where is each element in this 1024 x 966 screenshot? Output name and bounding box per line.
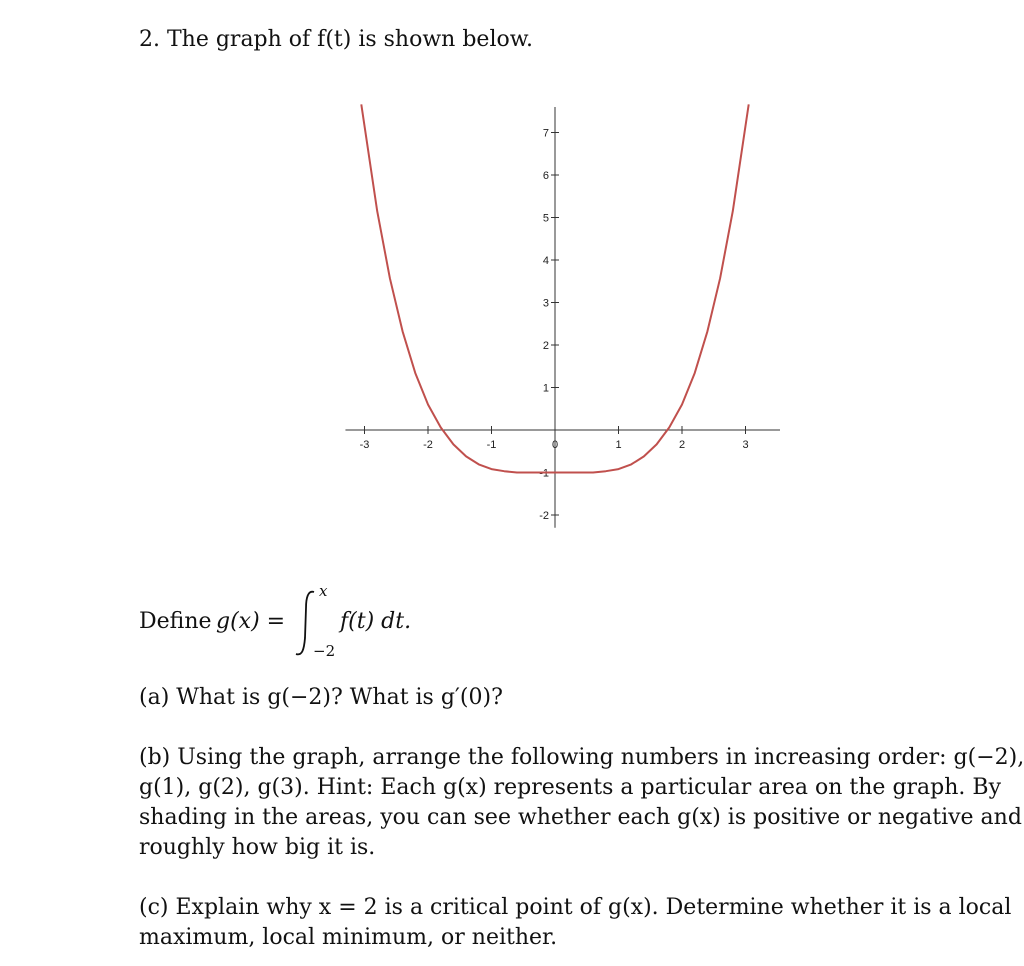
- y-tick-label: 1: [542, 382, 549, 395]
- y-tick-label: 6: [542, 170, 549, 182]
- y-tick-label: 7: [542, 127, 549, 140]
- integral-upper-limit: x: [319, 582, 328, 600]
- y-tick-label: 5: [542, 212, 549, 225]
- x-tick-label: 2: [678, 439, 686, 451]
- y-tick-label: 3: [542, 297, 549, 310]
- x-tick-label: 3: [742, 439, 749, 451]
- integrand: f(t) dt.: [340, 609, 412, 634]
- x-tick-label: -2: [423, 439, 433, 451]
- x-tick-label: -3: [359, 439, 370, 451]
- integral-lower-limit: −2: [313, 642, 336, 660]
- y-tick-label: 2: [542, 340, 549, 352]
- part-b-line-3: shading in the areas, you can see whether each g(x) is positive or negative and: [139, 805, 1022, 830]
- part-b-line-2: g(1), g(2), g(3). Hint: Each g(x) represents a particular area on the graph. By: [139, 775, 1001, 800]
- y-tick-label: -1: [539, 467, 549, 480]
- x-tick-label: 0: [551, 439, 559, 451]
- x-tick-label: -1: [486, 439, 497, 451]
- part-c-line-2: maximum, local minimum, or neither.: [139, 925, 558, 950]
- x-tick-label: 1: [615, 439, 622, 451]
- define-prefix: Define: [139, 609, 212, 634]
- y-tick-label: 4: [542, 255, 549, 267]
- part-c-line-1: (c) Explain why x = 2 is a critical point of g(x). Determine whether it is a local: [139, 895, 1012, 920]
- part-b-line-1: (b) Using the graph, arrange the following numbers in increasing order: g(−2),: [139, 745, 1024, 770]
- part-a: (a) What is g(−2)? What is g′(0)?: [139, 685, 503, 710]
- part-b-line-4: roughly how big it is.: [139, 835, 376, 860]
- y-tick-label: -2: [539, 510, 549, 522]
- problem-heading: 2. The graph of f(t) is shown below.: [139, 27, 533, 52]
- define-lhs: g(x) =: [216, 609, 286, 634]
